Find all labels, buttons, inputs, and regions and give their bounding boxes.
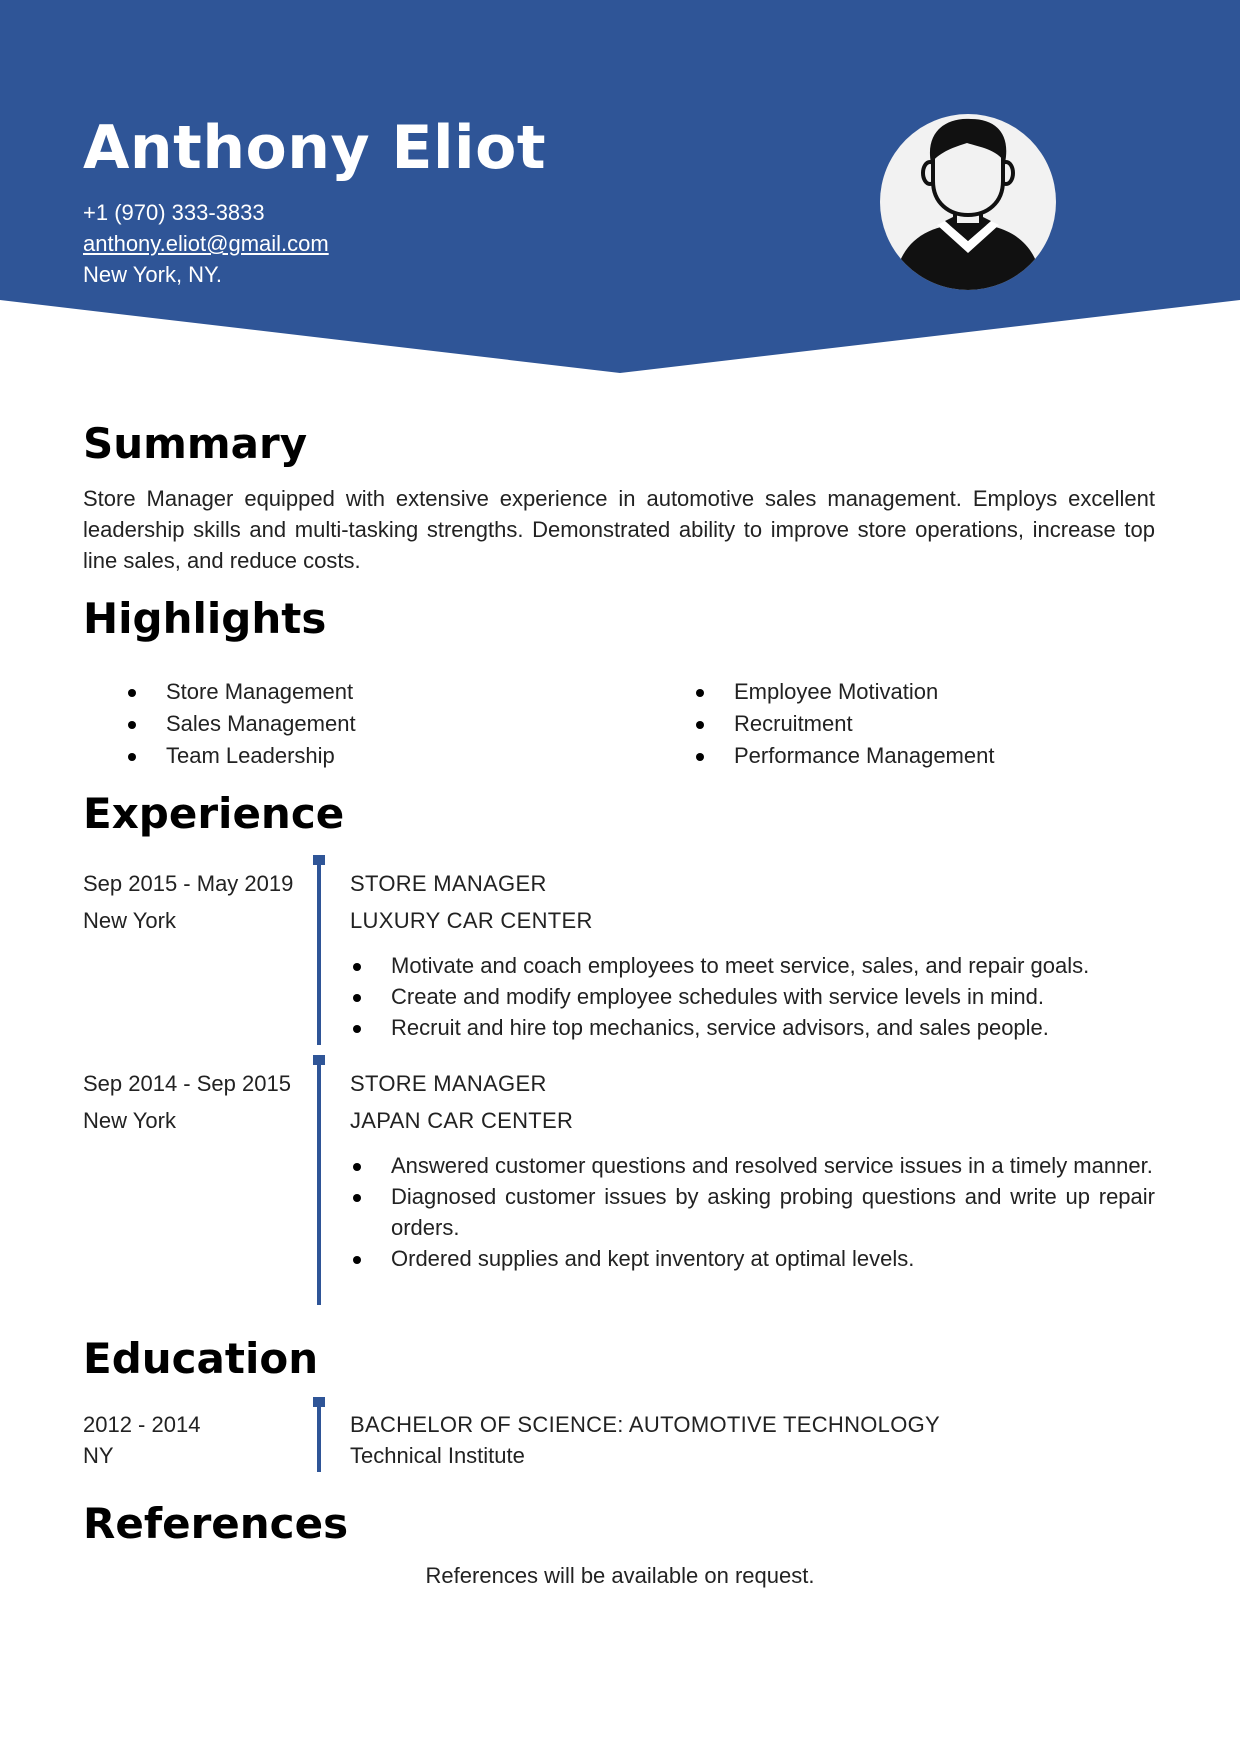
job-title: STORE MANAGER: [350, 871, 547, 896]
job-bullets: [391, 950, 1155, 1043]
location: New York, NY.: [83, 262, 223, 287]
candidate-name: Anthony Eliot: [83, 113, 547, 183]
list-item: Team Leadership: [166, 740, 356, 772]
education-dates: 2012 - 2014: [83, 1412, 201, 1437]
job-dates: Sep 2014 - Sep 2015: [83, 1071, 291, 1096]
summary-heading: Summary: [83, 419, 308, 468]
education-degree: BACHELOR OF SCIENCE: AUTOMOTIVE TECHNOLOGY: [350, 1412, 941, 1437]
list-item: Diagnosed customer issues by asking probing questions and write up repair orders.: [391, 1181, 1155, 1243]
list-item: Motivate and coach employees to meet service, sales, and repair goals.: [391, 950, 1155, 981]
timeline-line: [317, 1397, 321, 1472]
phone-number: +1 (970) 333-3833: [83, 200, 265, 225]
timeline-line: [317, 1055, 321, 1305]
list-item: Employee Motivation: [734, 676, 994, 708]
list-item: Recruitment: [734, 708, 994, 740]
experience-heading: Experience: [83, 789, 345, 838]
job-title: STORE MANAGER: [350, 1071, 547, 1096]
summary-text: Store Manager equipped with extensive experience in automotive sales management. Employs excellent leadership skills and multi-tasking strengths. Demonstrated ability to improve store operations, increase top line sales, and reduce costs.: [83, 486, 1155, 573]
list-item: Ordered supplies and kept inventory at optimal levels.: [391, 1243, 1155, 1274]
highlights-list-right: [734, 676, 994, 772]
education-heading: Education: [83, 1334, 319, 1383]
education-school: Technical Institute: [350, 1443, 525, 1468]
references-text: References will be available on request.: [425, 1563, 815, 1588]
job-company: LUXURY CAR CENTER: [350, 908, 593, 933]
contact-block: [83, 197, 329, 290]
job-company: JAPAN CAR CENTER: [350, 1108, 574, 1133]
list-item: Create and modify employee schedules with service levels in mind.: [391, 981, 1155, 1012]
user-avatar-icon: [879, 113, 1057, 291]
job-dates: Sep 2015 - May 2019: [83, 871, 294, 896]
references-heading: References: [83, 1499, 349, 1548]
list-item: Answered customer questions and resolved service issues in a timely manner.: [391, 1150, 1155, 1181]
highlights-list-left: [166, 676, 356, 772]
job-bullets: [391, 1150, 1155, 1274]
highlights-heading: Highlights: [83, 594, 327, 643]
job-location: New York: [83, 1108, 176, 1133]
job-location: New York: [83, 908, 176, 933]
education-location: NY: [83, 1443, 114, 1468]
list-item: Sales Management: [166, 708, 356, 740]
list-item: Store Management: [166, 676, 356, 708]
timeline-line: [317, 855, 321, 1045]
email-link[interactable]: anthony.eliot@gmail.com: [83, 231, 329, 256]
list-item: Recruit and hire top mechanics, service advisors, and sales people.: [391, 1012, 1155, 1043]
list-item: Performance Management: [734, 740, 994, 772]
